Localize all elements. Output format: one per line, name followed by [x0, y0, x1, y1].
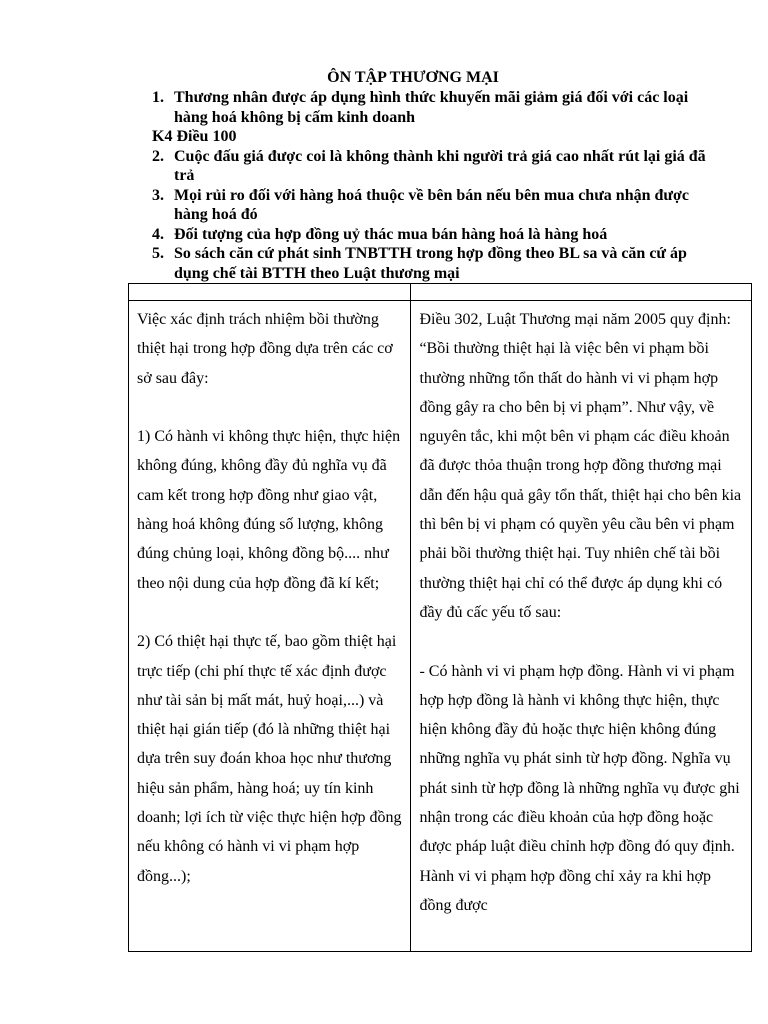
table-header-cell-right [411, 284, 752, 301]
question-number: 1. [152, 89, 164, 106]
left-paragraph: 1) Có hành vi không thực hiện, thực hiện không đúng, không đầy đủ nghĩa vụ đã cam kết trong hợp đồng như giao vật, hàng hoá không đúng số lượng, không đúng chủng loại, không đồng bộ.... như theo nội dung của hợp đồng đã kí kết; [137, 428, 401, 592]
question-item [152, 147, 712, 186]
question-item [152, 244, 712, 283]
table-header-row [129, 284, 752, 301]
question-number: 4. [152, 225, 164, 243]
question-list [152, 88, 712, 283]
question-number: 2. [152, 147, 164, 165]
question-text: Đối tượng của hợp đồng uỷ thác mua bán hàng hoá là hàng hoá [174, 225, 608, 243]
question-text: Mọi rủi ro đối với hàng hoá thuộc về bên bán nếu bên mua chưa nhận được hàng hoá đó [174, 186, 689, 223]
right-paragraph: Điều 302, Luật Thương mại năm 2005 quy định: “Bồi thường thiệt hại là việc bên vi phạm bồi thường những tổn thất do hành vi vi phạm hợp đồng gây ra cho bên bị vi phạm”. Như vậy, về nguyên tắc, khi một bên vi phạm các điều khoản đã được thỏa thuận trong hợp đồng thương mại dẫn đến hậu quả gây tổn thất, thiệt hại cho bên kia thì bên bị vi phạm có quyền yêu cầu bên vi phạm phải bồi thường thiệt hại. Tuy nhiên chế tài bồi thường thiệt hại chỉ có thể được áp dụng khi có đầy đủ cấc yếu tố sau: [419, 311, 742, 621]
right-paragraph: - Có hành vi vi phạm hợp đồng. Hành vi vi phạm hợp hợp đồng là hành vi không thực hiện, thực hiện không đầy đủ hoặc thực hiện không đúng những nghĩa vụ phát sinh từ hợp đồng. Nghĩa vụ phát sinh từ hợp đồng là những nghĩa vụ được ghi nhận trong các điều khoản của hợp đồng hoặc được pháp luật điều chỉnh hợp đồng đó quy định. Hành vi vi phạm hợp đồng chỉ xảy ra khi hợp đồng được [419, 662, 740, 914]
table-cell-right [411, 301, 752, 952]
question-number: 3. [152, 186, 164, 204]
question-item [152, 88, 712, 127]
question-note: K4 Điều 100 [152, 128, 237, 145]
comparison-table [128, 283, 752, 952]
left-paragraph: Việc xác định trách nhiệm bồi thường thiệt hại trong hợp đồng dựa trên các cơ sở sau đây: [137, 311, 393, 387]
table-header-cell-left [129, 284, 411, 301]
question-text: Thương nhân được áp dụng hình thức khuyến mãi giảm giá đối với các loại hàng hoá không bị cấm kinh doanh [174, 89, 689, 126]
question-item [152, 225, 712, 245]
left-paragraph: 2) Có thiệt hại thực tế, bao gồm thiệt hại trực tiếp (chi phí thực tế xác định được như tài sản bị mất mát, huỷ hoại,...) và thiệt hại gián tiếp (đó là những thiệt hại dựa trên suy đoán khoa học như thương hiệu sản phẩm, hàng hoá; uy tín kinh doanh; lợi ích từ việc thực hiện hợp đồng nếu không có hành vi vi phạm hợp đồng...); [137, 633, 402, 885]
question-item [152, 186, 712, 225]
page-title: ÔN TẬP THƯƠNG MẠI [327, 69, 499, 86]
table-cell-left [129, 301, 411, 952]
question-number: 5. [152, 245, 164, 262]
table-row [129, 301, 752, 952]
question-text: Cuộc đấu giá được coi là không thành khi người trả giá cao nhất rút lại giá đã trả [174, 147, 706, 184]
question-text: So sách căn cứ phát sinh TNBTTH trong hợp đồng theo BL sa và căn cứ áp dụng chế tài BTTH theo Luật thương mại [174, 245, 687, 282]
